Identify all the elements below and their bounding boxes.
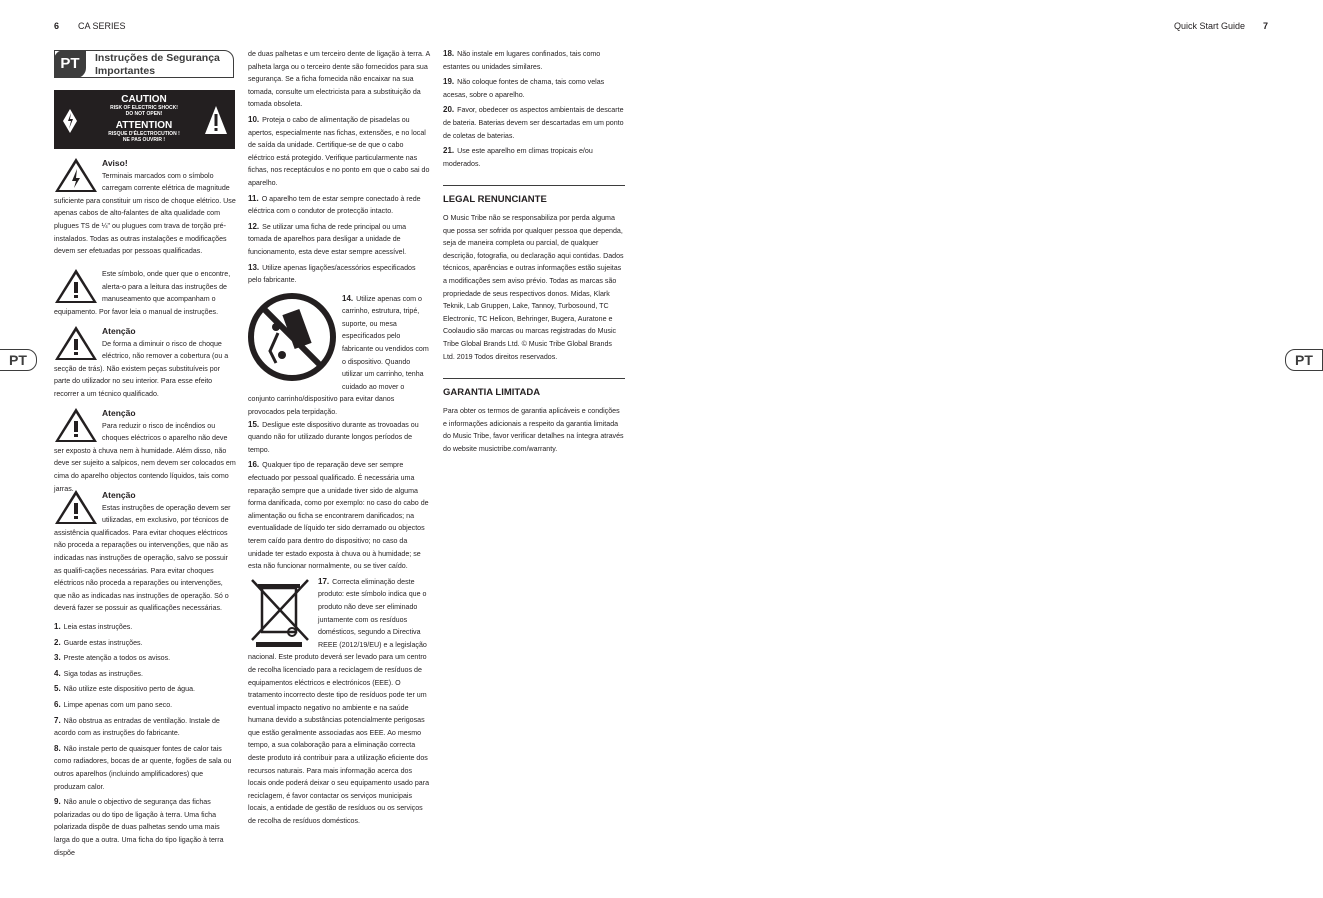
warning-text: Terminais marcados com o símbolo carregam corrente elétrica de magnitude suficiente para constituir um risco de choque elétrico. Use apenas cabos de alto-falantes de alta qualidade com plugues TS de ¼" ou plugues com trava de torção pré-instalados. Todas as outras instalações e modificações devem ser efetuadas por pessoas qualificadas.: [54, 171, 236, 256]
exclamation-warning-icon: [54, 268, 98, 304]
instructions-column-2: [248, 48, 430, 828]
side-lang-tab-right: PT: [1285, 349, 1323, 371]
warning-text: Este símbolo, onde quer que o encontre, alerta-o para a leitura das instruções de manuseamento que acompanham o equipamento. Por favor leia o manual de instruções.: [54, 270, 231, 316]
warning-block: [54, 407, 236, 493]
warning-block: [54, 268, 236, 325]
page-title: Instruções de Segurança Importantes: [95, 52, 220, 77]
list-item: 6. Limpe apenas com um pano seco.: [54, 699, 173, 709]
attention-label: ATTENTION: [115, 120, 173, 131]
exclamation-warning-icon: [54, 407, 98, 443]
caution-box: [54, 90, 235, 149]
side-lang-tab-left: PT: [0, 349, 37, 371]
list-item: 10. Proteja o cabo de alimentação de pisadelas ou apertos, especialmente nas fichas, extensões, e no local de saída da unidade. Certifique-se de que o cabo eléctrico está protegido. Verifique particularmente nas fichas, nos receptáculos e no ponto em que o cabo sai do aparelho.: [248, 114, 430, 187]
warranty-text: Para obter os termos de garantia aplicáveis e condições e informações adicionais a respeito da garantia limitada do Music Tribe, favor verificar detalhes na íntegra através do website musictribe.com/warranty.: [443, 407, 624, 453]
warnings-column: [54, 157, 236, 862]
section-divider: [443, 378, 625, 379]
exclamation-warning-icon: [54, 325, 98, 361]
list-item: 11. O aparelho tem de estar sempre conectado à rede eléctrica com o condutor de protecção intacto.: [248, 193, 421, 216]
legal-text: O Music Tribe não se responsabiliza por perda alguma que possa ser sofrida por qualquer pessoa que dependa, seja de maneira completa ou parcial, de qualquer descrição, fotografia, ou declaração aqui contidas. Dados técnicos, aparências e outras informações estão sujeitas a modificações sem aviso prévio. Todas as marcas são propriedade de seus respectivos donos. Midas, Klark Teknik, Lab Gruppen, Lake, Tannoy, Turbosound, TC Electronic, TC Helicon, Behringer, Bugera, Auratone e Coolaudio são marcas ou marcas registradas do Music Tribe Global Brands Ltd. © Music Tribe Global Brands Ltd. 2019 Todos direitos reservados.: [443, 214, 624, 361]
list-item: 4. Siga todas as instruções.: [54, 668, 143, 678]
warning-heading: Atenção: [102, 490, 136, 500]
list-item: 19. Não coloque fontes de chama, tais como velas acesas, sobre o aparelho.: [443, 77, 605, 99]
attention-sub2: NE PAS OUVRIR !: [122, 137, 166, 143]
warning-heading: Atenção: [102, 408, 136, 418]
instruction-list: [54, 621, 236, 859]
section-divider: [443, 185, 625, 186]
lightning-icon: [62, 108, 78, 134]
right-page-number: 7: [1263, 21, 1269, 31]
list-item: 2. Guarde estas instruções.: [54, 637, 143, 647]
lang-badge: PT: [54, 50, 86, 78]
warning-heading: Aviso!: [102, 158, 128, 168]
weee-bin-icon: [248, 578, 312, 648]
list-item: 16. Qualquer tipo de reparação deve ser sempre efectuado por pessoal qualificado. É necessária uma reparação sempre que a unidade tiver sido de alguma forma danificada, como por exemplo: no caso do cabo de alimentação ou ficha se encontrarem danificados; na eventualidade de líquido ter sido derramado ou objectos terem caído para dentro do dispositivo; no caso da unidade ter estado exposta à chuva ou à humidade; se esta não funcionar normalmente, ou se tiver caído.: [248, 460, 429, 571]
warning-block: [54, 157, 236, 268]
list-item: 13. Utilize apenas ligações/acessórios especificados pelo fabricante.: [248, 262, 416, 285]
warning-text: Para reduzir o risco de incêndios ou choques eléctricos o aparelho não deve ser exposto à chuva nem à humidade. Além disso, não deve ser sujeito a salpicos, nem devem ser colocados em cima do aparelho objectos contendo líquidos, tais como jarras.: [54, 421, 236, 493]
guide-title: Quick Start Guide: [1174, 21, 1246, 31]
exclamation-icon: [204, 105, 228, 135]
caution-label: CAUTION: [121, 94, 167, 105]
caution-sub1: RISK OF ELECTRIC SHOCK!: [110, 105, 178, 111]
list-item: 17. Correcta eliminação deste produto: este símbolo indica que o produto não deve ser eliminado juntamente com os resíduos domésticos, segundo a Directiva REEE (2012/19/EU) e a legislação nacional. Este produto deverá ser levado para um centro de recolha licenciado para a reciclagem de resíduos de equipamentos eléctricos e electrónicos (EEE). O tratamento incorrecto deste tipo de resíduos pode ter um eventual impacto negativo no ambiente e na saúde humana devido a substâncias potencialmente perigosas que estão geralmente associadas aos EEE. Ao mesmo tempo, a sua colaboração para a eliminação correcta deste produto irá contribuir para a utilização eficiente dos recursos naturais. Para mais informação acerca dos locais onde poderá deixar o seu equipamento usado para reciclagem, é favor contactar os serviços municipais locais, a entidade de gestão de resíduos ou os serviços de recolha de resíduos domésticos.: [248, 576, 430, 826]
warning-block: [54, 325, 236, 407]
warning-block: [54, 489, 236, 621]
caution-sub2: DO NOT OPEN!: [125, 111, 163, 117]
warranty-title: GARANTIA LIMITADA: [443, 387, 541, 398]
list-item: 15. Desligue este dispositivo durante as trovoadas ou quando não for utilizado durante longos períodos de tempo.: [248, 419, 419, 454]
list-item: 8. Não instale perto de quaisquer fontes de calor tais como radiadores, bocas de ar quente, fogões de sala ou outros aparelhos (incluindo amplificadores) que produzam calor.: [54, 743, 232, 791]
list-item: 7. Não obstrua as entradas de ventilação. Instale de acordo com as instruções do fabricante.: [54, 715, 220, 738]
list-item: 3. Preste atenção a todos os avisos.: [54, 653, 171, 663]
list-item: 5. Não utilize este dispositivo perto de água.: [54, 684, 195, 694]
list-item: 14. Utilize apenas com o carrinho, estrutura, tripé, suporte, ou mesa especificados pelo fabricante ou vendidos com o dispositivo. Quando utilizar um carrinho, tenha cuidado ao mover o conjunto carrinho/dispositivo para evitar danos provocados pela terpidação.: [248, 293, 429, 417]
attention-sub1: RISQUE D'ÉLECTROCUTION !: [108, 131, 180, 137]
cart-warning-icon: [248, 293, 336, 381]
warning-heading: Atenção: [102, 326, 136, 336]
list-item: 20. Favor, obedecer os aspectos ambientais de descarte de bateria. Baterias devem ser descartadas em um ponto de coletas de baterias.: [443, 105, 624, 140]
list-item: 9. Não anule o objectivo de segurança das fichas polarizadas ou do tipo de ligação à terra. Uma ficha polarizada dispõe de duas palhetas sendo uma mais larga do que a outra. Uma ficha do tipo ligação à terra dispõe: [54, 797, 224, 857]
legal-title: LEGAL RENUNCIANTE: [443, 194, 547, 205]
series-name: CA SERIES: [78, 21, 126, 31]
list-item: 1. Leia estas instruções.: [54, 622, 133, 631]
lightning-warning-icon: [54, 157, 98, 193]
section-title-box: [54, 50, 234, 78]
continued-text: de duas palhetas e um terceiro dente de ligação à terra. A palheta larga ou o terceiro dente são fornecidos para sua segurança. Se a ficha fornecida não encaixar na sua tomada, consulte um electricista para a substituição da tomada obsoleta.: [248, 50, 430, 109]
instructions-column-3: [443, 48, 625, 173]
list-item: 12. Se utilizar uma ficha de rede principal ou uma tomada de aparelhos para desligar a unidade de funcionamento, esta deve estar sempre acessível.: [248, 221, 407, 256]
left-page-number: 6: [54, 21, 60, 31]
list-item: 18. Não instale em lugares confinados, tais como estantes ou unidades similares.: [443, 49, 601, 71]
warning-text: De forma a diminuir o risco de choque eléctrico, não remover a cobertura (ou a secção de trás). Não existem peças substituíveis por parte do utilizador no seu interior. Para esse efeito recorrer a um técnico qualificado.: [54, 339, 229, 398]
list-item: 21. Use este aparelho em climas tropicais e/ou moderados.: [443, 146, 593, 168]
warning-text: Estas instruções de operação devem ser utilizadas, em exclusivo, por técnicos de assistência qualificados. Para evitar choques eléctricos não proceda a reparações ou intervenções, que não as indicadas nas instruções de operação, salvo se possuir as qualifi-cações necessárias. Para evitar choques eléctricos não proceda a reparações ou intervenções, que não as indicadas nas instruções de operação. Só o deverá fazer se possuir as qualificações necessárias.: [54, 503, 231, 613]
